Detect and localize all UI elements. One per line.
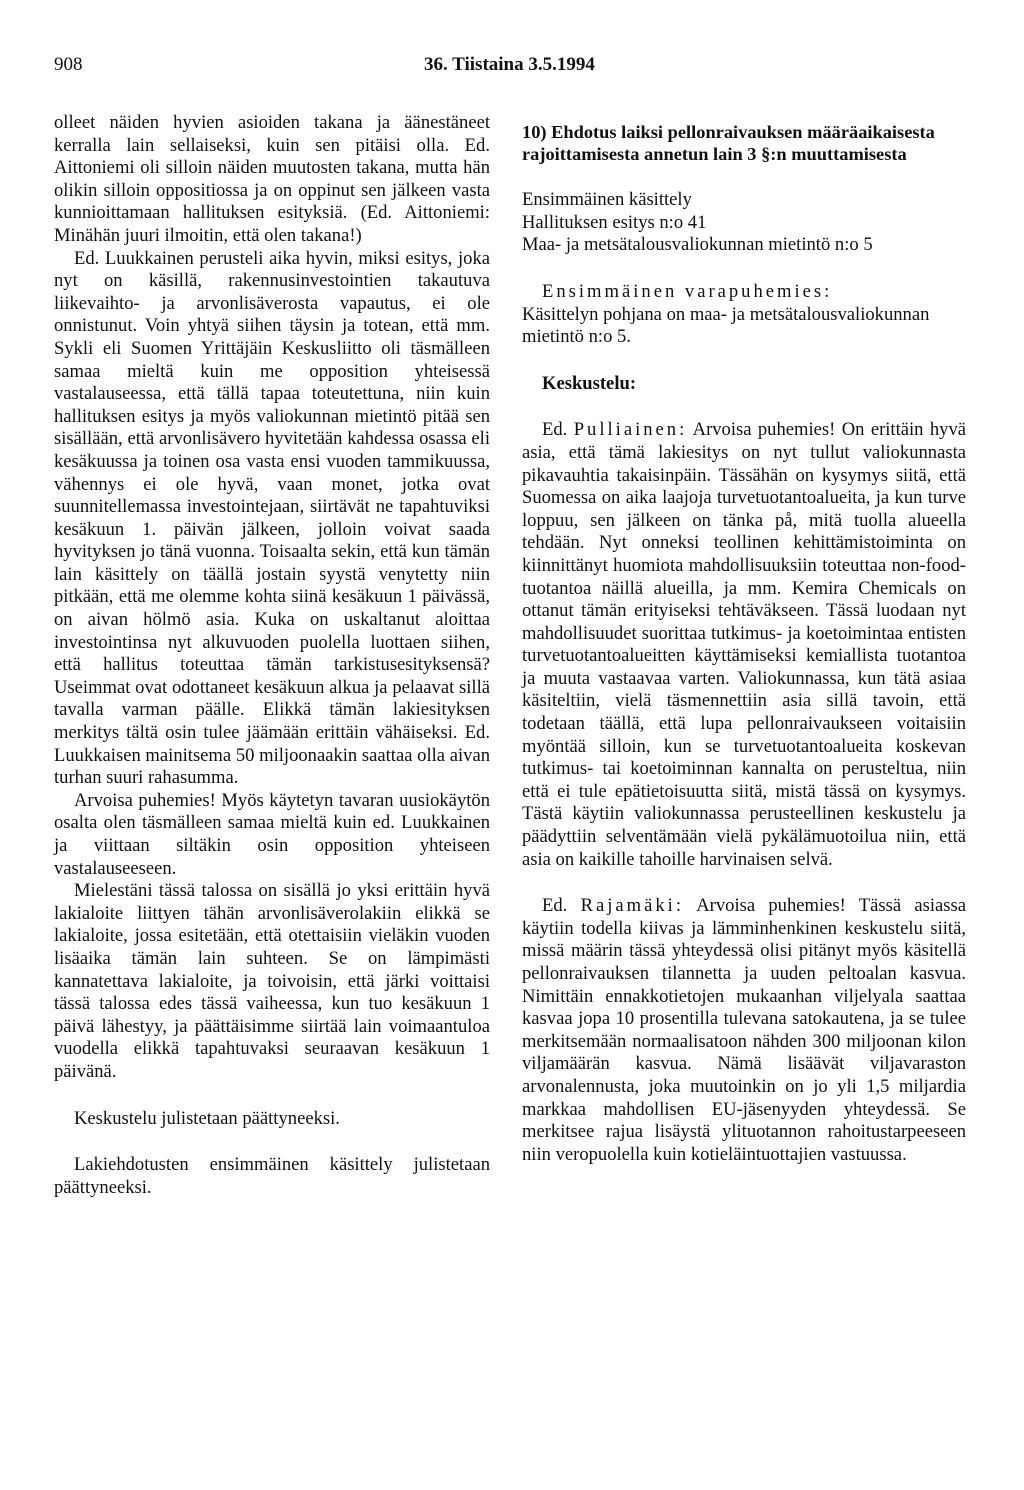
discussion-heading	[522, 373, 966, 396]
left-column	[54, 112, 490, 1199]
paragraph: Ed. Luukkainen perusteli aika hyvin, miksi esitys, joka nyt on käsillä, rakennusinvestointien takautuva liikevaihto- ja arvonlisäverosta vapautus, ei ole onnistunut. Voin yhtyä siihen täysin ja totean, että mm. Sykli eli Suomen Yrittäjäin Keskusliitto oli täsmälleen samaa mieltä kuin me opposition yhteisessä vastalauseessa, että tällä tapaa toteutettuna, niin kuin hallituksen esitys ja myös valiokunnan mietintö pitää sen sisällään, että arvonlisävero hyvitetään kahdessa osassa eli kesäkuussa ja toinen osa vasta ensi vuoden tammikuussa, vähennys ei ole hyvä, vaan monet, jotka ovat suunnitellemassa investointejaan, siirtävät ne tapahtuviksi kesäkuun 1. päivän jälkeen, jolloin voivat saada hyvityksen jo tänä vuonna. Toisaalta sekin, että kun tämän lain käsittely on täällä jostain syystä venytetty niin pitkään, että me olemme kohta siinä kesäkuun 1 päivässä, on aivan hölmö asia. Kuka on uskaltanut aloittaa investointinsa nyt alkuvuoden puolella luottaen siihen, että hallitus toteuttaa tämän tarkistusesityksensä? Useimmat ovat odottaneet kesäkuun alkua ja pelaavat sillä tavalla varman päälle. Elikkä tämän lakiesityksen merkitys tältä osin tulee jäämään erittäin vähäiseksi. Ed. Luukkaisen mainitsema 50 miljoonaakin saattaa olla aivan turhan suuri rahasumma.	[54, 247, 490, 789]
speech-text: Arvoisa puhemies! Tässä asiassa käytiin todella kiivas ja lämminhenkinen keskustelu siitä, missä määrin tässä yhteydessä olisi pitänyt myös käsitellä pellonraivauksen tilannetta ja uuden peltoalan kasvua. Nimittäin ennakkotietojen mukaanhan viljelyala saattaa kasvaa jopa 10 prosentilla tulevana satokautena, ja se tulee merkitsemään normaalisatoon nähden 300 miljoonan kilon viljamäärän kasvua. Nämä lisäävät viljavaraston arvonalennusta, joka muutoinkin on jo yli 1,5 miljardia markkaa mahdollisen EU-jäsenyyden yhteydessä. Se merkitsee rajua lisäystä ylituotannon rahoitustarpeeseen niin veropuolella kuin kotieläintuottajien vastuussa.	[522, 895, 966, 1165]
speech-pulliainen	[522, 419, 966, 871]
speaker-name: Rajamäki:	[580, 895, 684, 917]
right-column	[522, 112, 966, 1166]
handling-stage: Ensimmäinen käsittely	[522, 189, 692, 211]
speaker-prefix: Ed.	[542, 895, 568, 917]
committee-report-reference: Maa- ja metsätalousvaliokunnan mietintö n:o 5	[522, 234, 873, 256]
page-number: 908	[54, 54, 83, 75]
paragraph: Arvoisa puhemies! Myös käytetyn tavaran uusiokäytön osalta olen täsmälleen samaa mieltä kuin ed. Luukkainen ja viittaan siltäkin osin opposition yhteiseen vastalauseeseen.	[54, 789, 490, 879]
closing-statement: Lakiehdotusten ensimmäinen käsittely julistetaan päättyneeksi.	[54, 1154, 490, 1198]
speech-text: Arvoisa puhemies! On erittäin hyvä asia, että tämä lakiesitys on nyt tullut valiokunnasta pikavauhtia takaisinpäin. Tässähän on kysymys siitä, että Suomessa on aika laajoja turvetuotantoalueita, ja kun turve loppuu, sen jälkeen on tänka på, mitä tuolla alueella tehdään. Nyt onneksi teollinen kehittämistoiminta on kiinnittänyt huomiota mahdollisuuksiin toteuttaa non-food-tuotantoa näillä alueilla, ja mm. Kemira Chemicals on ottanut tämän erityiseksi tehtäväkseen. Tässä luodaan nyt mahdollisuudet suorittaa tutkimus- ja koetoimintaa entisten turvetuotantoalueitten käyttämiseksi kemiallista tuotantoa ja muuta vastaavaa varten. Valiokunnassa, kun tätä asiaa käsiteltiin, vielä täsmennettiin asia sillä tavoin, että todetaan täällä, että lupa pellonraivaukseen voitaisiin myöntää silloin, kun se turvetuotantoalueita koskevan tutkimus- tai koetoiminnan kannalta on perusteltua, niin että ei tule epätietoisuutta siitä, mistä tässä on kysymys. Tästä käytiin valiokunnassa perusteellinen keskustelu ja päädyttiin selventämään vielä pykälämuotoilua niin, että asia on kaikille tahoille harvinaisen selvä.	[522, 419, 966, 870]
paragraph: Mielestäni tässä talossa on sisällä jo yksi erittäin hyvä lakialoite liittyen tähän arvonlisäverolakiin elikkä se lakialoite, jossa esitetään, että otettaisiin vieläkin vuoden lisäaika tämän lain suhteen. Se on lämpimästi kannatettava lakialoite, ja toivoisin, että järki voittaisi tässä talossa edes tässä vaiheessa, kun tuo kesäkuun 1 päivä lähestyy, ja päättäisimme siirtää lain voimaantuloa vuodella elikkä tapahtuvaksi seuraavan kesäkuun 1 päivänä.	[54, 880, 490, 1082]
bill-reference: Hallituksen esitys n:o 41	[522, 211, 707, 233]
speaker-role-label: Ensimmäinen varapuhemies:	[542, 280, 833, 302]
speaker-prefix: Ed.	[542, 419, 568, 441]
closing-statement: Keskustelu julistetaan päättyneeksi.	[74, 1107, 340, 1129]
page-header	[0, 54, 1024, 88]
speaker-name: Pulliainen:	[573, 419, 688, 441]
discussion-label: Keskustelu:	[542, 372, 637, 394]
speech-rajamaki	[522, 895, 966, 1166]
agenda-item-title: 10) Ehdotus laiksi pellonraivauksen määräaikaisesta rajoittamisesta annetun lain 3 §:n muuttamisesta	[522, 122, 935, 164]
running-head: 36. Tiistaina 3.5.1994	[424, 54, 595, 75]
handling-info	[522, 189, 966, 257]
speaker-role	[522, 281, 966, 304]
paragraph: olleet näiden hyvien asioiden takana ja äänestäneet kerralla lain sellaiseksi, kuin sen pitäisi olla. Ed. Aittoniemi oli silloin näiden muutosten takana, mutta hän olikin silloin oppositiossa ja on oppinut sen jälkeen vasta kunnioittamaan hallituksen esityksiä. (Ed. Aittoniemi: Minähän juuri ilmoitin, että olen takana!)	[54, 112, 490, 246]
speaker-statement: Käsittelyn pohjana on maa- ja metsätalousvaliokunnan mietintö n:o 5.	[522, 303, 930, 348]
